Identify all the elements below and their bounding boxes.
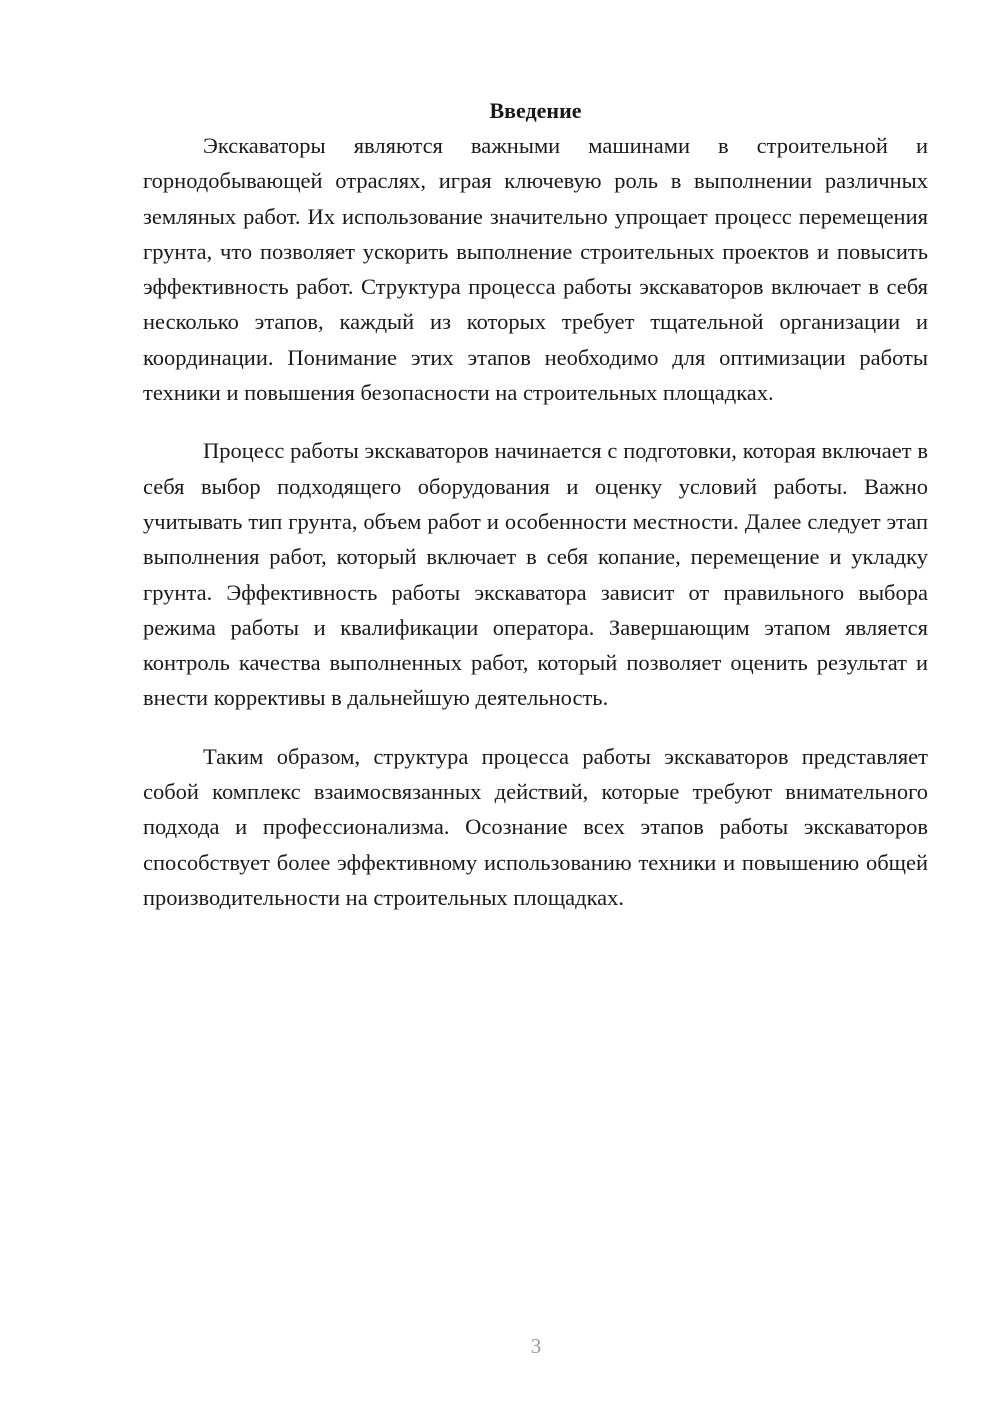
paragraph: Экскаваторы являются важными машинами в строительной и горнодобывающей отраслях, играя ключевую роль в выполнении различных земляных работ. Их использование значительно упрощает процесс перемещения грунта, что позволяет ускорить выполнение строительных проектов и повысить эффективность работ. Структура процесса работы экскаваторов включает в себя несколько этапов, каждый из которых требует тщательной организации и координации. Понимание этих этапов необходимо для оптимизации работы техники и повышения безопасности на строительных площадках. <box>143 133 928 406</box>
page-content <box>143 96 928 915</box>
section-title: Введение <box>489 98 582 123</box>
paragraph: Процесс работы экскаваторов начинается с подготовки, которая включает в себя выбор подходящего оборудования и оценку условий работы. Важно учитывать тип грунта, объем работ и особенности местности. Далее следует этап выполнения работ, который включает в себя копание, перемещение и укладку грунта. Эффективность работы экскаватора зависит от правильного выбора режима работы и квалификации оператора. Завершающим этапом является контроль качества выполненных работ, который позволяет оценить результат и внести коррективы в дальнейшую деятельность. <box>143 438 928 711</box>
page-number: 3 <box>530 1334 542 1358</box>
paragraph: Таким образом, структура процесса работы экскаваторов представляет собой комплекс взаимосвязанных действий, которые требуют внимательного подхода и профессионализма. Осознание всех этапов работы экскаваторов способствует более эффективному использованию техники и повышению общей производительности на строительных площадках. <box>143 743 928 910</box>
